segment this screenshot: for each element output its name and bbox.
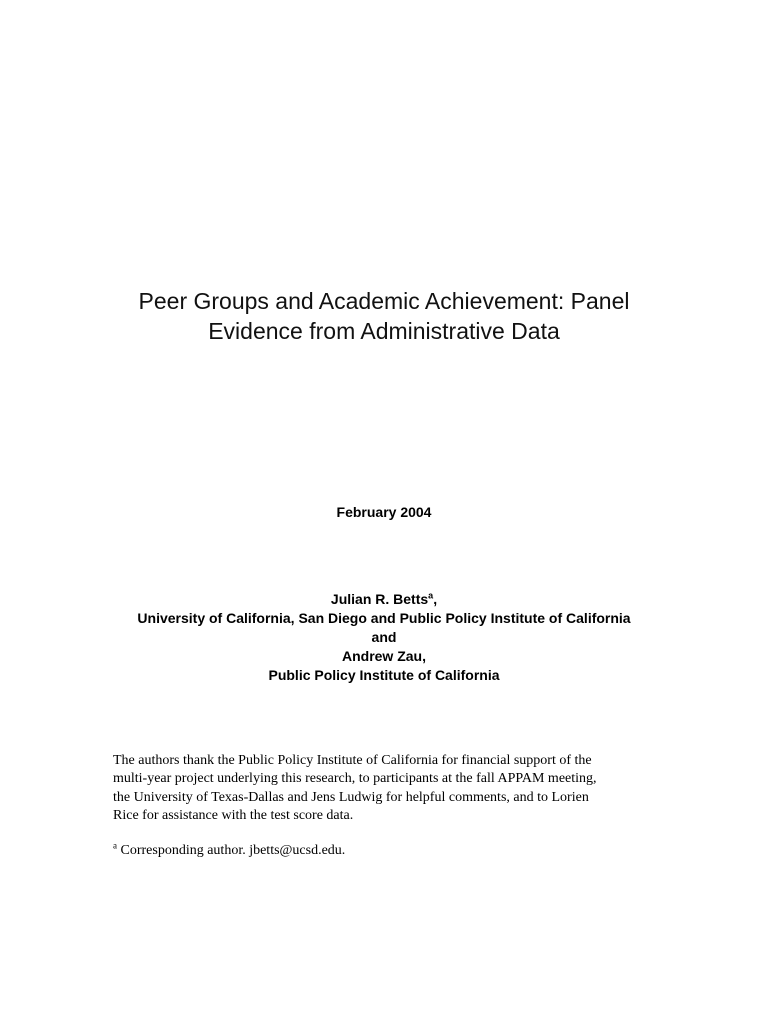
author-1-marker: a: [428, 590, 434, 601]
document-title: [0, 286, 768, 346]
footnote-marker: a: [113, 840, 117, 851]
author-1: [0, 590, 768, 609]
acknowledgment-line: the University of Texas-Dallas and Jens Ludwig for helpful comments, and to Lorien: [113, 789, 589, 805]
corresponding-author-footnote: [113, 842, 345, 860]
footnote-text: Corresponding author. jbetts@ucsd.edu.: [117, 843, 346, 858]
author-1-suffix: ,: [433, 591, 438, 607]
affiliation-2: Public Policy Institute of California: [268, 667, 500, 683]
acknowledgment-line: multi-year project underlying this research, to participants at the fall APPAM meeting,: [113, 771, 597, 787]
acknowledgment-line: The authors thank the Public Policy Institute of California for financial support of the: [113, 753, 592, 768]
title-line-2: Evidence from Administrative Data: [208, 318, 560, 344]
author-2: Andrew Zau,: [341, 648, 426, 664]
affiliation-1: University of California, San Diego and Public Policy Institute of California: [137, 610, 631, 626]
publication-date: February 2004: [336, 504, 432, 520]
author-conjunction: and: [371, 629, 397, 645]
author-1-name: Julian R. Betts: [330, 591, 429, 607]
author-block: [0, 590, 768, 685]
acknowledgment-line: Rice for assistance with the test score data.: [113, 807, 354, 823]
title-line-1: Peer Groups and Academic Achievement: Panel: [138, 288, 630, 314]
acknowledgment-paragraph: [113, 752, 673, 825]
